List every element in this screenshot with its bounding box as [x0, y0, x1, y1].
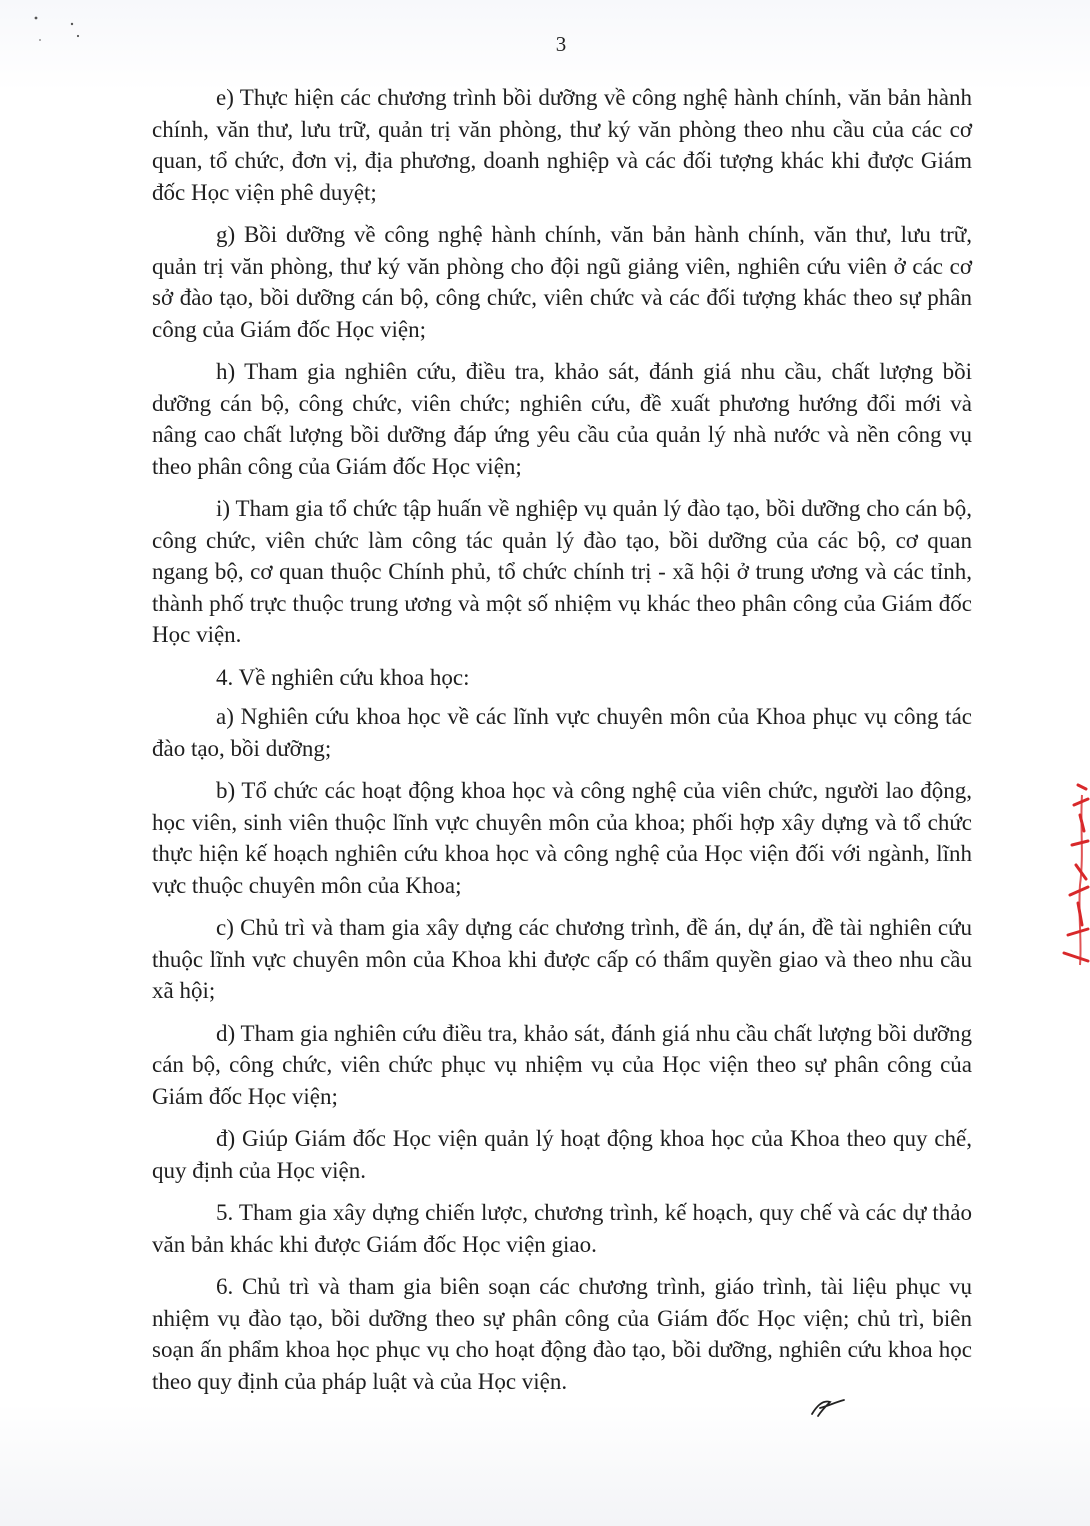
paragraph-5: 5. Tham gia xây dựng chiến lược, chương trình, kế hoạch, quy chế và các dự thảo văn bản khác khi được Giám đốc Học viện giao. [152, 1200, 972, 1257]
red-stamp-edge [1050, 775, 1090, 970]
paragraph-4d: d) Tham gia nghiên cứu điều tra, khảo sát, đánh giá nhu cầu chất lượng bồi dưỡng cán bộ, công chức, viên chức phục vụ nhiệm vụ của Học viện theo sự phân công của Giám đốc Học viện; [152, 1020, 972, 1109]
section-heading-4: 4. Về nghiên cứu khoa học: [216, 664, 470, 690]
paragraph-4a: a) Nghiên cứu khoa học về các lĩnh vực chuyên môn của Khoa phục vụ công tác đào tạo, bồi dưỡng; [152, 704, 972, 761]
page-number: 3 [555, 32, 567, 56]
paragraph-3e: e) Thực hiện các chương trình bồi dưỡng về công nghệ hành chính, văn bản hành chính, văn thư, lưu trữ, quản trị văn phòng, thư ký văn phòng theo nhu cầu của các cơ quan, tổ chức, đơn vị, địa phương, doanh nghiệp và các đối tượng khác khi được Giám đốc Học viện phê duyệt; [152, 85, 972, 205]
paragraph-3i: i) Tham gia tổ chức tập huấn về nghiệp vụ quản lý đào tạo, bồi dưỡng cho cán bộ, công chức, viên chức làm công tác quản lý đào tạo, bồi dưỡng của các bộ, cơ quan ngang bộ, cơ quan thuộc Chính phủ, tổ chức chính trị - xã hội ở trung ương và các tỉnh, thành phố trực thuộc trung ương và một số nhiệm vụ khác theo phân công của Giám đốc Học viện. [152, 496, 972, 647]
paragraph-4b: b) Tổ chức các hoạt động khoa học và công nghệ của viên chức, người lao động, học viên, sinh viên thuộc lĩnh vực chuyên môn của khoa; phối hợp xây dựng và tổ chức thực hiện kế hoạch nghiên cứu khoa học và công nghệ của Học viện đối với ngành, lĩnh vực thuộc chuyên môn của Khoa; [152, 778, 972, 898]
initial-signature-mark [808, 1392, 848, 1420]
document-body [152, 82, 972, 1408]
paragraph-3g: g) Bồi dưỡng về công nghệ hành chính, văn bản hành chính, văn thư, lưu trữ, quản trị văn phòng, thư ký văn phòng cho đội ngũ giảng viên, nghiên cứu viên ở các cơ sở đào tạo, bồi dưỡng cán bộ, công chức, viên chức và các đối tượng khác theo sự phân công của Giám đốc Học viện; [152, 222, 972, 342]
paragraph-4dd: đ) Giúp Giám đốc Học viện quản lý hoạt động khoa học của Khoa theo quy chế, quy định của Học viện. [152, 1126, 972, 1183]
paragraph-4c: c) Chủ trì và tham gia xây dựng các chương trình, đề án, dự án, đề tài nghiên cứu thuộc lĩnh vực chuyên môn của Khoa khi được cấp có thẩm quyền giao và theo nhu cầu xã hội; [152, 915, 972, 1003]
paragraph-3h: h) Tham gia nghiên cứu, điều tra, khảo sát, đánh giá nhu cầu, chất lượng bồi dưỡng cán bộ, công chức, viên chức; nghiên cứu, đề xuất phương hướng đổi mới và nâng cao chất lượng bồi dưỡng đáp ứng yêu cầu của quản lý nhà nước và nền công vụ theo phân công của Giám đốc Học viện; [152, 359, 972, 479]
paragraph-6: 6. Chủ trì và tham gia biên soạn các chương trình, giáo trình, tài liệu phục vụ nhiệm vụ đào tạo, bồi dưỡng theo sự phân công của Giám đốc Học viện; chủ trì, biên soạn ấn phẩm khoa học phục vụ cho hoạt động đào tạo, bồi dưỡng, nghiên cứu khoa học theo quy định của pháp luật và của Học viện. [152, 1274, 972, 1394]
